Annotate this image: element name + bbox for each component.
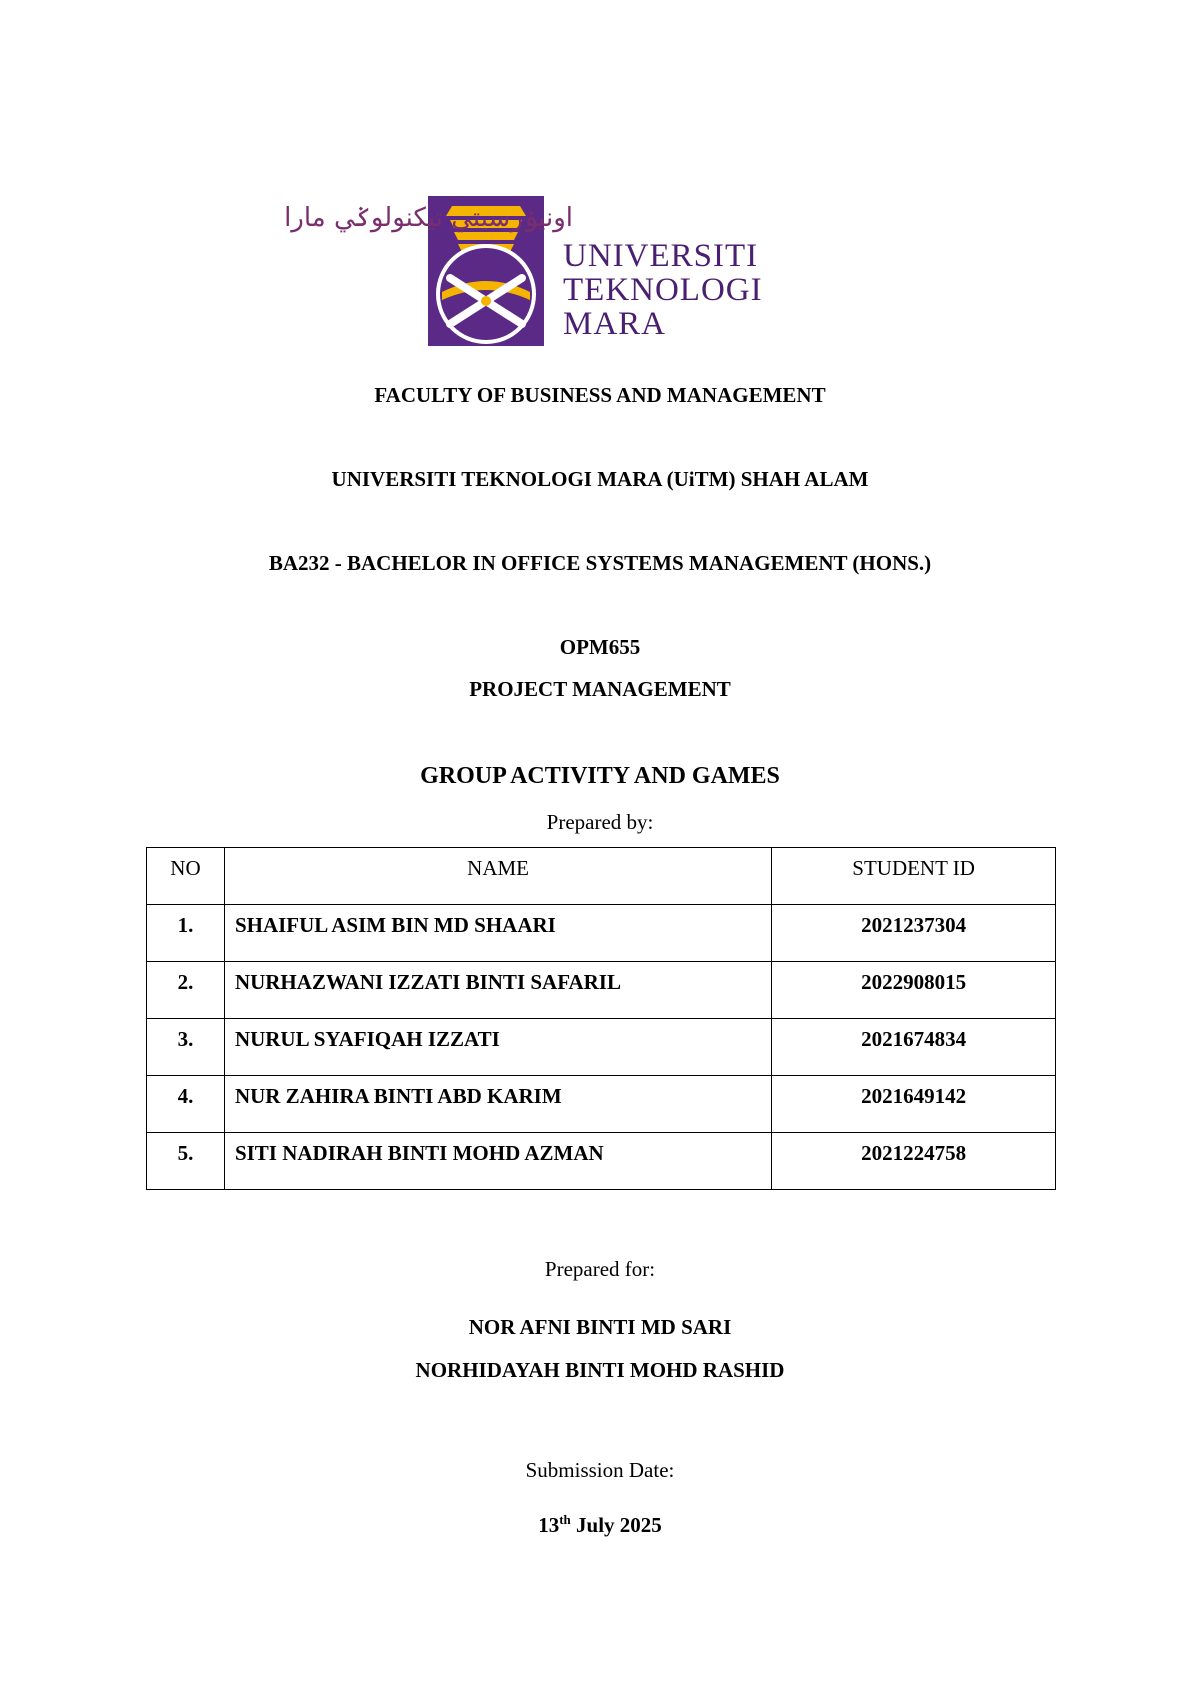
row-student-id: 2022908015 [772,962,1056,1019]
submission-day: 13 [538,1513,560,1537]
table-row [147,905,1056,962]
submission-month-year: July 2025 [576,1513,662,1537]
row-no: 5. [147,1133,225,1190]
row-student-id: 2021674834 [772,1019,1056,1076]
lecturer-name: NORHIDAYAH BINTI MOHD RASHID [415,1358,785,1382]
row-no: 2. [147,962,225,1019]
course-code: OPM655 [559,635,641,659]
submission-date-label: Submission Date: [525,1458,675,1482]
table-row [147,1076,1056,1133]
document-title: GROUP ACTIVITY AND GAMES [420,763,780,789]
row-student-id: 2021237304 [772,905,1056,962]
row-name: NURUL SYAFIQAH IZZATI [224,1019,771,1076]
faculty-heading: FACULTY OF BUSINESS AND MANAGEMENT [374,383,826,407]
logo-line-2: TEKNOLOGI [563,272,763,308]
submission-date [0,1512,1200,1538]
uitm-logo [284,196,778,346]
table-row [147,1133,1056,1190]
table-header-row [147,848,1056,905]
header-name: NAME [224,848,771,905]
row-student-id: 2021649142 [772,1076,1056,1133]
programme-heading: BA232 - BACHELOR IN OFFICE SYSTEMS MANAGEMENT (HONS.) [268,551,932,575]
header-student-id: STUDENT ID [772,848,1056,905]
lecturer-name: NOR AFNI BINTI MD SARI [468,1315,732,1339]
row-name: NURHAZWANI IZZATI BINTI SAFARIL [224,962,771,1019]
row-name: SITI NADIRAH BINTI MOHD AZMAN [224,1133,771,1190]
submission-day-suffix: th [559,1512,571,1527]
header-no: NO [147,848,225,905]
row-no: 4. [147,1076,225,1133]
members-table [146,847,1056,1190]
row-student-id: 2021224758 [772,1133,1056,1190]
row-name: SHAIFUL ASIM BIN MD SHAARI [224,905,771,962]
logo-line-3: MARA [563,306,667,342]
table-row [147,1019,1056,1076]
prepared-by-label: Prepared by: [546,810,654,834]
row-name: NUR ZAHIRA BINTI ABD KARIM [224,1076,771,1133]
prepared-for-label: Prepared for: [544,1257,656,1281]
logo-line-1: UNIVERSITI [563,238,759,274]
university-heading: UNIVERSITI TEKNOLOGI MARA (UiTM) SHAH ALAM [331,467,869,491]
row-no: 1. [147,905,225,962]
table-row [147,962,1056,1019]
row-no: 3. [147,1019,225,1076]
jawi-wordmark: اونيۏرسيتي تيکنولوݢي مارا [284,203,573,233]
course-name: PROJECT MANAGEMENT [469,677,731,701]
